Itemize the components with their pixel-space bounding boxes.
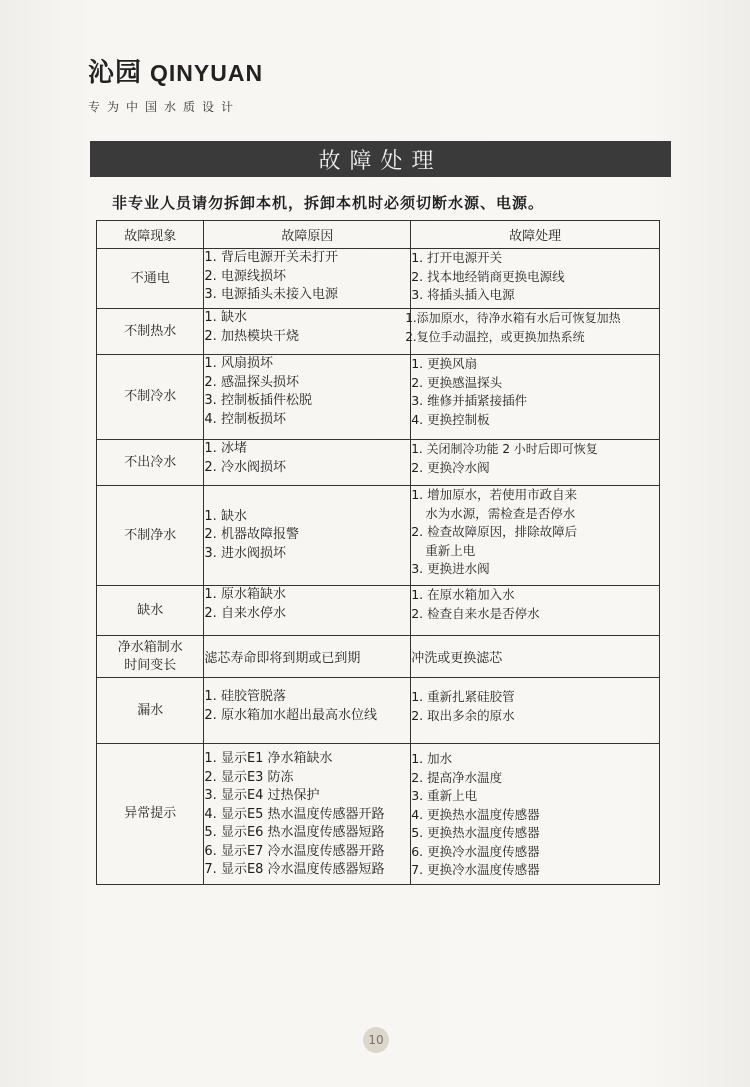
table-row xyxy=(97,636,660,678)
cause-item: 3. 电源插头未接入电源 xyxy=(204,287,338,302)
cause-item: 4. 控制板损坏 xyxy=(204,411,286,427)
header-cause: 故障原因 xyxy=(204,221,411,249)
cause-cell xyxy=(204,249,411,309)
solution-cell: 冲洗或更换滤芯 xyxy=(411,636,660,678)
cause-item: 3. 控制板插件松脱 xyxy=(204,393,312,408)
solution-item-continued: 水为水源，需检查是否停水 xyxy=(425,505,576,521)
solution-item: 3. 更换进水阀 xyxy=(411,561,490,576)
solution-item: 1. 增加原水，若使用市政自来 xyxy=(411,487,578,502)
solution-cell xyxy=(405,309,660,355)
cause-cell xyxy=(204,440,411,486)
brand-name-cn: 沁园 xyxy=(88,58,143,88)
solution-item: 2. 更换感温探头 xyxy=(411,374,503,390)
solution-item: 2. 取出多余的原水 xyxy=(411,707,515,723)
table-row xyxy=(97,309,660,355)
solution-item: 2. 检查自来水是否停水 xyxy=(411,605,540,621)
table-row xyxy=(97,249,660,309)
solution-item: 1. 在原水箱加入水 xyxy=(411,587,515,602)
cause-cell: 滤芯寿命即将到期或已到期 xyxy=(204,636,411,678)
solution-item: 1. 关闭制冷功能 2 小时后即可恢复 xyxy=(411,442,598,456)
solution-item: 1. 更换风扇 xyxy=(411,356,478,371)
cause-item: 2. 自来水停水 xyxy=(204,605,286,621)
symptom-cell: 异常提示 xyxy=(97,744,204,885)
symptom-cell: 不出冷水 xyxy=(97,440,204,486)
symptom-cell: 不制冷水 xyxy=(97,355,204,440)
table-header-row xyxy=(97,221,660,249)
cause-cell xyxy=(204,678,411,744)
solution-item: 3. 将插头插入电源 xyxy=(411,287,515,302)
table-row xyxy=(97,744,660,885)
solution-cell xyxy=(411,249,660,309)
cause-item: 1. 硅胶管脱落 xyxy=(204,689,286,704)
header-symptom: 故障现象 xyxy=(97,221,204,249)
solution-item: 4. 更换控制板 xyxy=(411,411,490,427)
table-row xyxy=(97,440,660,486)
cause-item: 2. 冷水阀损坏 xyxy=(204,459,286,475)
cause-cell xyxy=(204,586,411,636)
solution-item: 7. 更换冷水温度传感器 xyxy=(411,862,540,877)
cause-item: 1. 缺水 xyxy=(204,508,247,524)
cause-item: 1. 原水箱缺水 xyxy=(204,587,286,602)
safety-warning: 非专业人员请勿拆卸本机，拆卸本机时必须切断水源、电源。 xyxy=(112,194,545,212)
brand-slogan: 专为中国水质设计 xyxy=(88,100,241,114)
cause-item: 1. 显示E1 净水箱缺水 xyxy=(204,751,333,766)
symptom-line: 时间变长 xyxy=(124,657,177,673)
solution-item: 2.复位手动温控，或更换加热系统 xyxy=(405,329,585,344)
solution-item: 6. 更换冷水温度传感器 xyxy=(411,843,540,859)
cause-cell xyxy=(204,309,411,355)
cause-item: 2. 电源线损坏 xyxy=(204,268,286,284)
cause-item: 1. 缺水 xyxy=(204,310,247,325)
solution-cell xyxy=(411,744,660,885)
cause-item: 3. 显示E4 过热保护 xyxy=(204,788,320,803)
brand-logo xyxy=(88,52,263,89)
table-row xyxy=(97,586,660,636)
cause-item: 2. 感温探头损坏 xyxy=(204,374,299,390)
symptom-cell: 不制净水 xyxy=(97,486,204,586)
symptom-cell xyxy=(97,636,204,678)
solution-item: 1. 重新扎紧硅胶管 xyxy=(411,689,515,704)
cause-cell xyxy=(204,355,411,440)
symptom-cell: 不通电 xyxy=(97,249,204,309)
symptom-cell: 不制热水 xyxy=(97,309,204,355)
cause-item: 2. 原水箱加水超出最高水位线 xyxy=(204,707,377,723)
section-title: 故障处理 xyxy=(318,148,443,174)
solution-item: 5. 更换热水温度传感器 xyxy=(411,825,540,840)
section-title-bar xyxy=(90,141,671,177)
solution-item: 2. 找本地经销商更换电源线 xyxy=(411,268,565,284)
solution-cell xyxy=(411,440,660,486)
cause-item: 7. 显示E8 冷水温度传感器短路 xyxy=(204,862,385,877)
cause-cell xyxy=(204,744,411,885)
cause-item: 1. 冰堵 xyxy=(204,441,247,456)
solution-item: 1. 加水 xyxy=(411,751,453,766)
cause-item: 2. 加热模块干烧 xyxy=(204,328,299,344)
symptom-cell: 漏水 xyxy=(97,678,204,744)
solution-cell xyxy=(411,678,660,744)
solution-item: 3. 重新上电 xyxy=(411,788,478,803)
cause-cell xyxy=(204,486,411,586)
solution-item: 2. 检查故障原因，排除故障后 xyxy=(411,524,578,539)
symptom-line: 净水箱制水 xyxy=(117,639,183,655)
solution-item: 1. 打开电源开关 xyxy=(411,250,503,265)
solution-item: 3. 维修并插紧接插件 xyxy=(411,393,528,408)
page-number: 10 xyxy=(363,1027,389,1053)
header-solution: 故障处理 xyxy=(411,221,660,249)
cause-item: 3. 进水阀损坏 xyxy=(204,545,286,561)
cause-item: 2. 显示E3 防冻 xyxy=(204,769,294,785)
troubleshooting-table xyxy=(96,220,660,885)
symptom-cell: 缺水 xyxy=(97,586,204,636)
table-row xyxy=(97,355,660,440)
brand-name-en: QINYUAN xyxy=(150,60,264,86)
solution-item: 2. 更换冷水阀 xyxy=(411,459,490,475)
cause-item: 1. 背后电源开关未打开 xyxy=(204,250,338,265)
cause-item: 2. 机器故障报警 xyxy=(204,527,299,543)
solution-item-continued: 重新上电 xyxy=(425,542,476,558)
solution-item: 1.添加原水，待净水箱有水后可恢复加热 xyxy=(405,311,621,325)
solution-item: 2. 提高净水温度 xyxy=(411,769,503,785)
solution-cell xyxy=(411,355,660,440)
table-row xyxy=(97,486,660,586)
table-row xyxy=(97,678,660,744)
cause-item: 5. 显示E6 热水温度传感器短路 xyxy=(204,825,385,840)
solution-cell xyxy=(411,586,660,636)
solution-cell xyxy=(411,486,660,586)
cause-item: 1. 风扇损坏 xyxy=(204,356,273,371)
cause-item: 4. 显示E5 热水温度传感器开路 xyxy=(204,806,385,822)
solution-item: 4. 更换热水温度传感器 xyxy=(411,806,540,822)
cause-item: 6. 显示E7 冷水温度传感器开路 xyxy=(204,843,385,859)
